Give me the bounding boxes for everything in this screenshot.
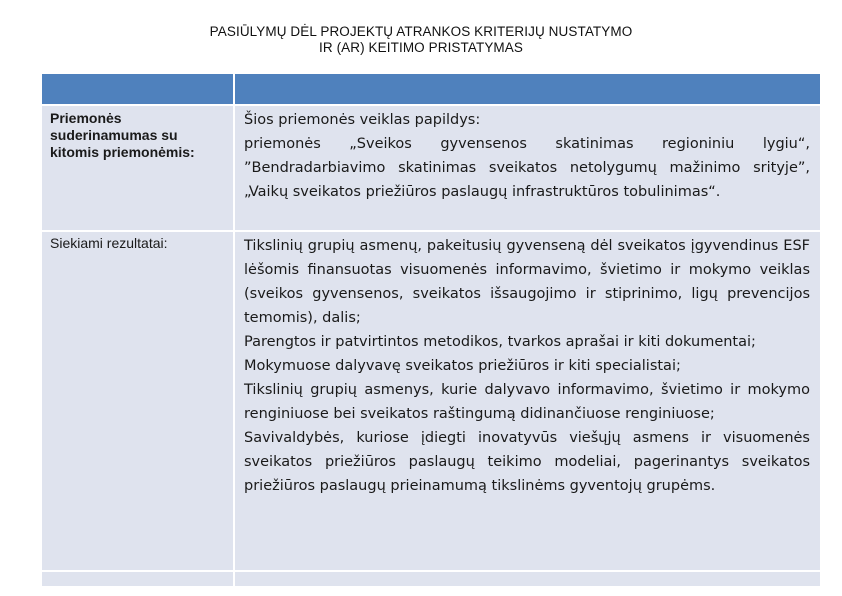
results-paragraph-4: Tikslinių grupių asmenys, kurie dalyvavo informavimo, švietimo ir mokymo renginiuose bei sveikatos raštingumą didinančiuose renginiuose; (244, 382, 810, 422)
compatibility-paragraph-1: Šios priemonės veiklas papildys: (244, 112, 481, 128)
table-row-compatibility (41, 105, 821, 231)
results-paragraph-2: Parengtos ir patvirtintos metodikos, tvarkos aprašai ir kiti dokumentai; (244, 334, 756, 350)
row-content-results (234, 231, 821, 571)
header-cell-left (41, 73, 234, 105)
footer-cell-right (234, 571, 821, 587)
document-title (0, 24, 842, 56)
table-row-results (41, 231, 821, 571)
footer-cell-left (41, 571, 234, 587)
table-header-row (41, 73, 821, 105)
row-label-compatibility: Priemonės suderinamumas su kitomis priemonėmis: (41, 105, 234, 231)
criteria-table-wrapper (40, 72, 820, 588)
results-paragraph-1: Tikslinių grupių asmenų, pakeitusių gyvenseną dėl sveikatos įgyvendinus ESF lėšomis finansuotas visuomenės informavimo, švietimo ir mokymo veiklas (sveikos gyvensenos, sveikatos išsaugojimo ir stiprinimo, ligų prevencijos temomis), dalis; (244, 238, 810, 326)
compatibility-paragraph-2: priemonės „Sveikos gyvensenos skatinimas regioniniu lygiu“, ”Bendradarbiavimo skatinimas sveikatos netolygumų mažinimo srityje”, „Vaikų sveikatos priežiūros paslaugų infrastruktūros tobulinimas“. (244, 136, 810, 200)
header-cell-right (234, 73, 821, 105)
document-title-line-1: PASIŪLYMŲ DĖL PROJEKTŲ ATRANKOS KRITERIJŲ NUSTATYMO (209, 24, 633, 39)
row-label-results: Siekiami rezultatai: (41, 231, 234, 571)
results-paragraph-5: Savivaldybės, kuriose įdiegti inovatyvūs viešųjų asmens ir visuomenės sveikatos priežiūros paslaugų teikimo modeliai, pagerinantys sveikatos priežiūros paslaugų prieinamumą tikslinėms gyventojų grupėms. (244, 430, 810, 494)
document-title-line-2: IR (AR) KEITIMO PRISTATYMAS (319, 40, 523, 55)
row-content-compatibility (234, 105, 821, 231)
table-footer-row (41, 571, 821, 587)
criteria-table (40, 72, 822, 588)
results-paragraph-3: Mokymuose dalyvavę sveikatos priežiūros ir kiti specialistai; (244, 358, 681, 374)
